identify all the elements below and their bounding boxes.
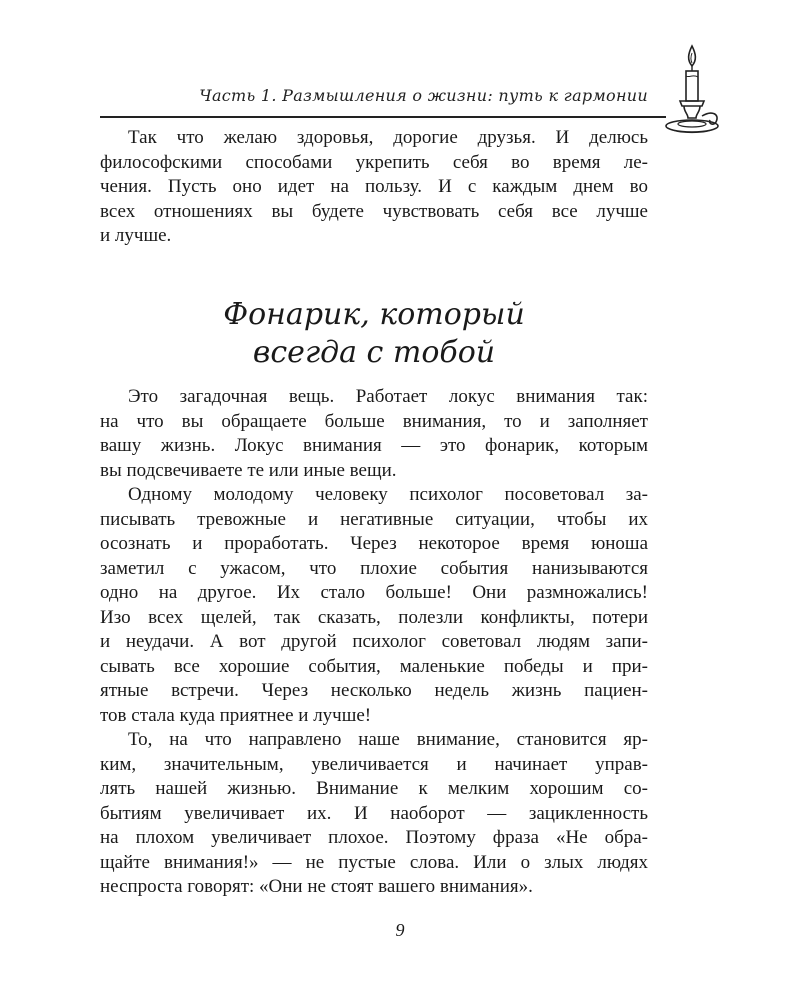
text-line: неспроста говорят: «Они не стоят вашего внимания». [100,876,533,897]
text-line: осознать и проработать. Через некоторое время юноша [100,533,648,554]
text-line: Это загадочная вещь. Работает локус внимания так: [128,386,648,407]
text-line: бытиям увеличивает их. И наоборот — зацикленность [100,802,648,824]
body-paragraph-3 [100,728,648,900]
text-line: на что вы обращаете больше внимания, то и заполняет [100,410,648,432]
text-line: заметил с ужасом, что плохие события нанизываются [100,557,648,579]
header-rule [100,116,666,118]
text-line: и неудачи. А вот другой психолог советовал людям запи- [100,631,648,652]
text-line: ким, значительным, увеличивается и начинает управ- [100,753,648,775]
page-number: 9 [395,920,405,940]
text-line: всех отношениях вы будете чувствовать себя все лучше [100,200,648,222]
section-title [100,296,648,372]
text-line: лять нашей жизнью. Внимание к мелким хорошим со- [100,778,648,799]
text-line: чения. Пусть оно идет на пользу. И с каждым днем во [100,176,648,197]
running-title: Часть 1. Размышления о жизни: путь к гармонии [199,86,648,105]
text-line: ятные встречи. Через несколько недель жизнь пациен- [100,680,648,701]
body-paragraph-1 [100,385,648,483]
text-line: философскими способами укрепить себя во время ле- [100,151,648,173]
text-line: Одному молодому человеку психолог посоветовал за- [128,484,648,505]
text-line: вашу жизнь. Локус внимания — это фонарик, которым [100,435,648,456]
text-line: Изо всех щелей, так сказать, полезли конфликты, потери [100,606,648,628]
intro-paragraph [100,126,648,249]
text-line: То, на что направлено наше внимание, становится яр- [128,729,648,750]
text-line: тов стала куда приятнее и лучше! [100,704,372,726]
text-line: на плохом увеличивает плохое. Поэтому фраза «Не обра- [100,827,648,848]
text-line: щайте внимания!» — не пустые слова. Или о злых людях [100,851,648,873]
text-line: Так что желаю здоровья, дорогие друзья. И делюсь [128,127,648,148]
section-title-line: Фонарик, который [223,297,525,332]
text-line: и лучше. [100,225,172,246]
text-line: одно на другое. Их стало больше! Они размножались! [100,582,648,603]
text-line: писывать тревожные и негативные ситуации, чтобы их [100,508,648,530]
section-title-line: всегда с тобой [252,335,496,370]
body-paragraph-2 [100,483,648,728]
text-line: вы подсвечиваете те или иные вещи. [100,459,397,481]
candle-icon [662,44,724,136]
text-line: сывать все хорошие события, маленькие победы и при- [100,655,648,677]
